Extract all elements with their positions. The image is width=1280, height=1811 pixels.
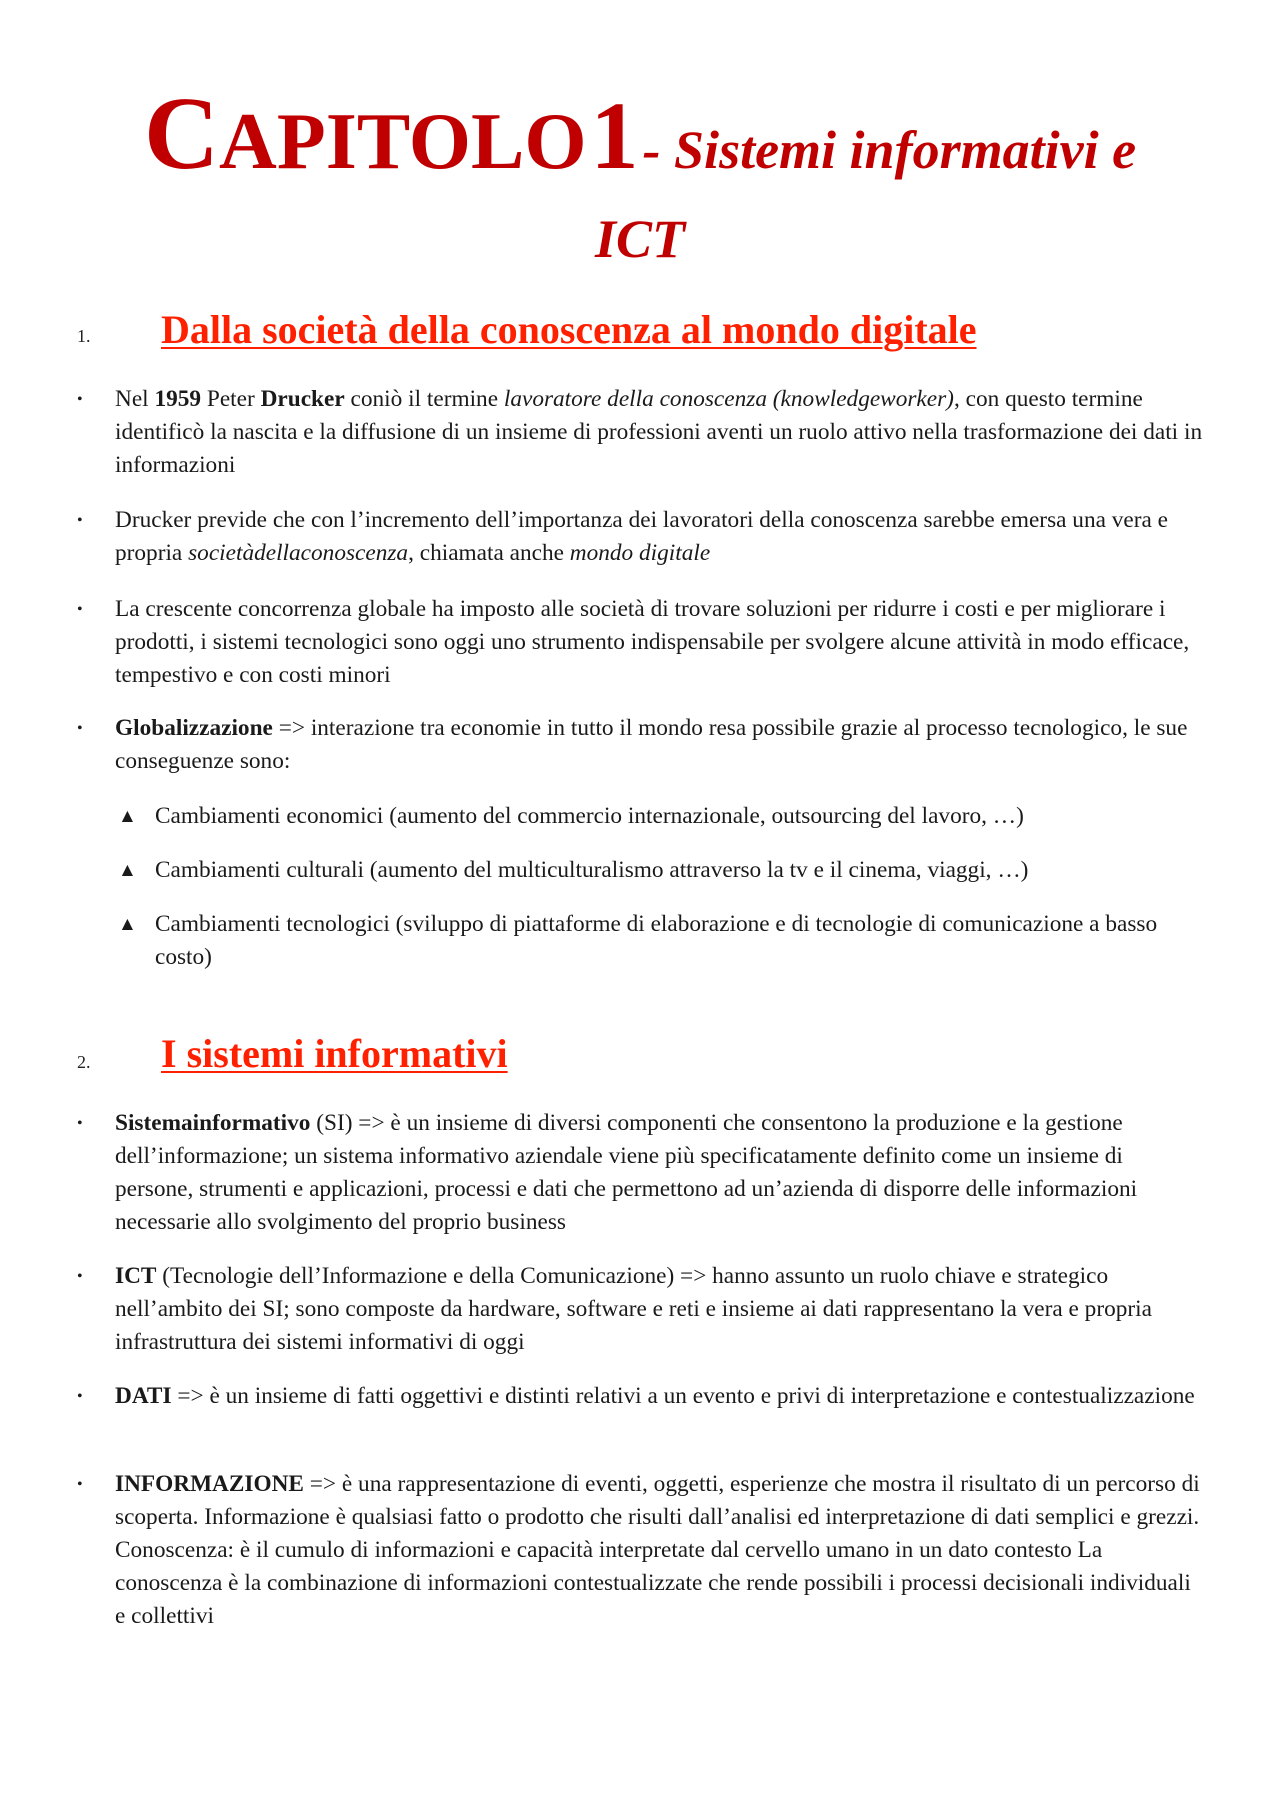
bullet-icon: • (77, 1476, 83, 1493)
list-item-text: INFORMAZIONE => è una rappresentazione di eventi, oggetti, esperienze che mostra il risultato di un percorso di scoperta. Informazione è qualsiasi fatto o prodotto che risulti dall’analisi ed interpretazione di dati semplici e grezzi. Conoscenza: è il cumulo di informazioni e capacità interpretate dal cervello umano in un dato contesto La conoscenza è la combinazione di informazioni contestualizzate che rende possibili i processi decisionali individuali e collettivi (115, 1471, 1200, 1629)
section-title: Dalla società della conoscenza al mondo digitale (161, 307, 977, 352)
section-number: 1. (77, 326, 91, 346)
section-number: 2. (77, 1052, 91, 1072)
chapter-subtitle-line2: ICT (594, 209, 686, 269)
list-item-text: DATI => è un insieme di fatti oggettivi e distinti relativi a un evento e privi di interpretazione e contestualizzazione (115, 1383, 1195, 1409)
bullet-icon: • (77, 391, 83, 408)
bullet-icon: • (77, 1388, 83, 1405)
sub-list-item-text: Cambiamenti culturali (aumento del multiculturalismo attraverso la tv e il cinema, viaggi, …) (155, 857, 1029, 883)
sub-list-item-text: Cambiamenti economici (aumento del commercio internazionale, outsourcing del lavoro, …) (155, 803, 1024, 829)
chapter-number: 1 (590, 82, 639, 189)
list-item-text: Globalizzazione => interazione tra economie in tutto il mondo resa possibile grazie al processo tecnologico, le sue conseguenze sono: (115, 715, 1188, 774)
bullet-icon: • (77, 1268, 83, 1285)
triangle-bullet-icon: ▲ (118, 860, 137, 881)
list-item-text: Sistemainformativo (SI) => è un insieme di diversi componenti che consentono la produzione e la gestione dell’informazione; un sistema informativo aziendale viene più specificatamente definito come un insieme di persone, strumenti e applicazioni, processi e dati che permettono ad un’azienda di disporre delle informazioni necessarie allo svolgimento del proprio business (115, 1110, 1138, 1235)
list-item-text: ICT (Tecnologie dell’Informazione e della Comunicazione) => hanno assunto un ruolo chiave e strategico nell’ambito dei SI; sono composte da hardware, software e reti e insieme ai dati rappresentano la vera e propria infrastruttura dei sistemi informativi di oggi (115, 1263, 1152, 1355)
bullet-icon: • (77, 601, 83, 618)
triangle-bullet-icon: ▲ (118, 914, 137, 935)
bullet-icon: • (77, 1115, 83, 1132)
chapter-subtitle: - Sistemi informativi e (642, 120, 1137, 180)
triangle-bullet-icon: ▲ (118, 806, 137, 827)
bullet-icon: • (77, 720, 83, 737)
chapter-initial: C (143, 76, 220, 191)
chapter-title (90, 76, 1190, 191)
bullet-icon: • (77, 512, 83, 529)
list-item-text: La crescente concorrenza globale ha imposto alle società di trovare soluzioni per ridurre i costi e per migliorare i prodotti, i sistemi tecnologici sono oggi uno strumento indispensabile per svolgere alcune attività in modo efficace, tempestivo e con costi minori (115, 596, 1190, 688)
chapter-word: APITOLO (219, 98, 587, 186)
list-item-text: Nel 1959 Peter Drucker coniò il termine lavoratore della conoscenza (knowledgeworker), con questo termine identificò la nascita e la diffusione di un insieme di professioni aventi un ruolo attivo nella trasformazione dei dati in informazioni (115, 386, 1203, 478)
section-title: I sistemi informativi (161, 1031, 508, 1076)
sub-list-item-text: Cambiamenti tecnologici (sviluppo di piattaforme di elaborazione e di tecnologie di comunicazione a basso costo) (155, 911, 1158, 970)
list-item-text: Drucker previde che con l’incremento dell’importanza dei lavoratori della conoscenza sarebbe emersa una vera e propria societàdellaconoscenza, chiamata anche mondo digitale (115, 507, 1169, 566)
